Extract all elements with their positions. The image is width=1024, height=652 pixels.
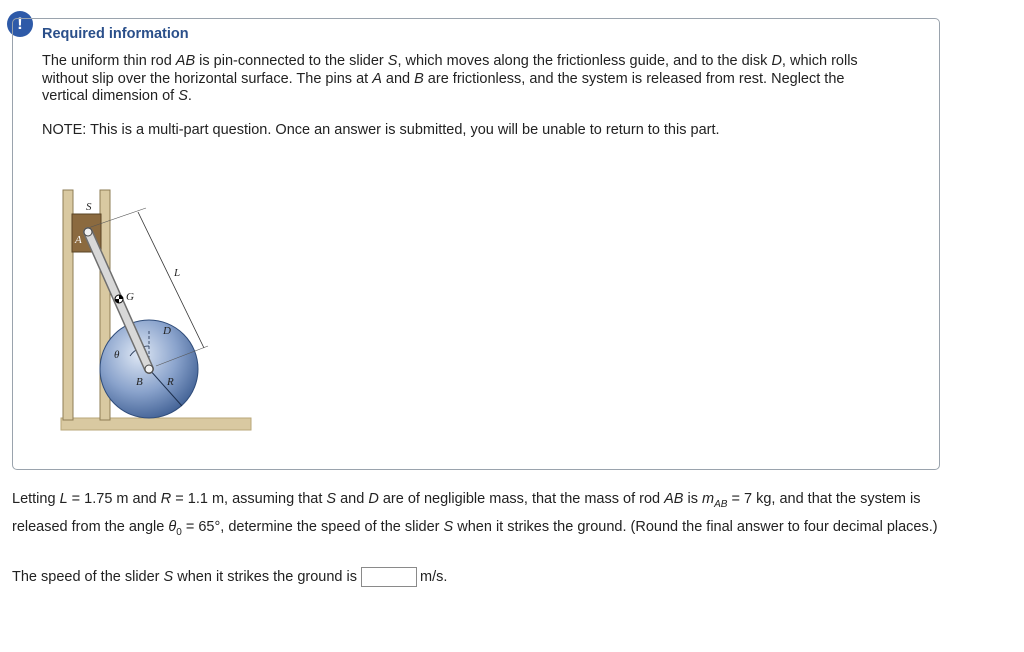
label-theta: θ [114, 349, 120, 361]
label-A: A [75, 234, 82, 246]
info-paragraph: The uniform thin rod AB is pin-connected to the slider S, which moves along the frictionless guide, and to the disk D, which rolls without slip over the horizontal surface. The pins at A and B are frictionless, and the system is released from rest. Neglect the vertical dimension of S. [42, 53, 858, 104]
label-D: D [163, 325, 171, 337]
ground [61, 418, 251, 430]
answer-unit: m/s. [419, 569, 448, 585]
problem-statement: Letting L = 1.75 m and R = 1.1 m, assuming that S and D are of negligible mass, that the mass of rod AB is $m_{AB} = 7$ kg, and that the system is released from the angle $\theta_0 = 65^\circ$, determine the speed of the slider S when it strikes the ground. (Round the final answer to four decimal places.) [12, 491, 938, 538]
label-B: B [136, 376, 143, 388]
pin-B [145, 365, 153, 373]
alert-exclamation-icon: ! [7, 11, 33, 37]
label-G: G [126, 291, 134, 303]
answer-prefix: The speed of the slider S when it strikes the ground is [12, 569, 357, 585]
label-L: L [174, 267, 181, 279]
pin-A [84, 228, 92, 236]
speed-answer-input[interactable] [361, 567, 417, 587]
note-text: NOTE: This is a multi-part question. Once an answer is submitted, you will be unable to return to this part. [42, 122, 720, 138]
label-S: S [86, 201, 92, 213]
mechanism-figure [46, 170, 256, 435]
info-title: Required information [42, 26, 189, 42]
label-R: R [167, 376, 174, 388]
answer-row [12, 567, 447, 587]
